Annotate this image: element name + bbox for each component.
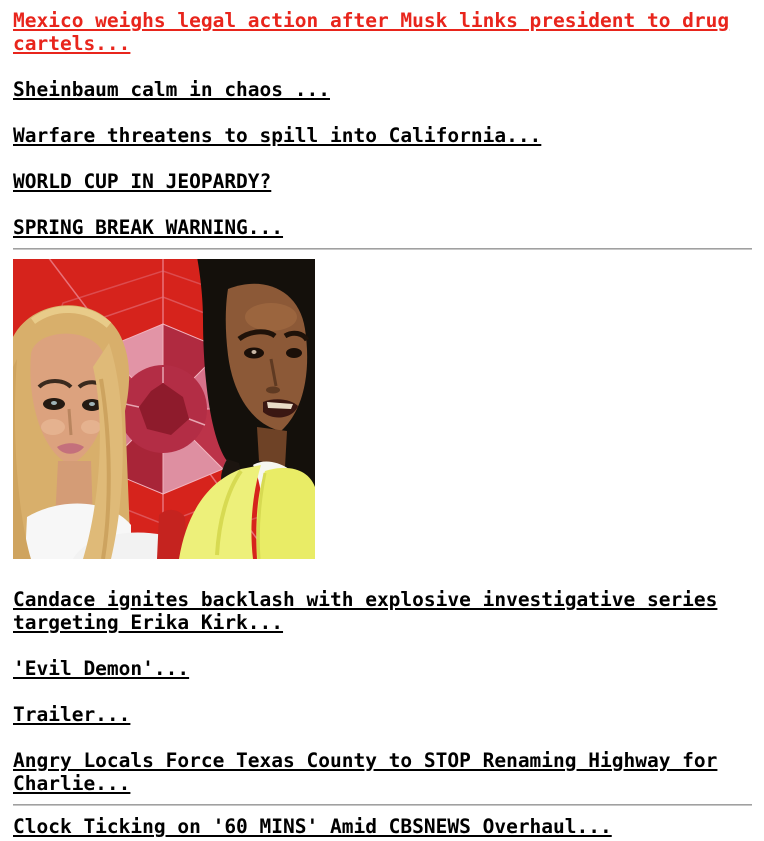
headline-row bbox=[13, 657, 752, 680]
headline-link-trailer[interactable]: Trailer... bbox=[13, 703, 131, 726]
headline-row bbox=[13, 749, 752, 795]
headline-link-60-mins[interactable]: Clock Ticking on '60 MINS' Amid CBSNEWS Overhaul... bbox=[13, 815, 612, 838]
headline-row bbox=[13, 588, 752, 634]
article-image-link[interactable] bbox=[13, 259, 315, 559]
top-headlines-group bbox=[13, 9, 752, 239]
headline-row bbox=[13, 124, 752, 147]
headline-row bbox=[13, 815, 752, 838]
headline-row bbox=[13, 78, 752, 101]
headline-link-warfare-california[interactable]: Warfare threatens to spill into California... bbox=[13, 124, 542, 147]
headline-link-texas-highway[interactable]: Angry Locals Force Texas County to STOP Renaming Highway for Charlie... bbox=[13, 749, 718, 795]
headline-row bbox=[13, 216, 752, 239]
headline-row bbox=[13, 703, 752, 726]
headline-link-spring-break[interactable]: SPRING BREAK WARNING... bbox=[13, 216, 284, 239]
bottom-headlines-group bbox=[13, 815, 752, 838]
headline-link-mexico-musk[interactable]: Mexico weighs legal action after Musk links president to drug cartels... bbox=[13, 9, 730, 55]
headline-row bbox=[13, 170, 752, 193]
headline-link-evil-demon[interactable]: 'Evil Demon'... bbox=[13, 657, 190, 680]
mid-headlines-group bbox=[13, 588, 752, 795]
shattered-glass-collage-image bbox=[13, 259, 315, 559]
headline-link-sheinbaum[interactable]: Sheinbaum calm in chaos ... bbox=[13, 78, 330, 101]
section-divider bbox=[13, 804, 752, 806]
section-divider bbox=[13, 248, 752, 250]
headline-link-candace-backlash[interactable]: Candace ignites backlash with explosive investigative series targeting Erika Kirk... bbox=[13, 588, 718, 634]
headline-link-world-cup[interactable]: WORLD CUP IN JEOPARDY? bbox=[13, 170, 272, 193]
headline-row bbox=[13, 9, 752, 55]
